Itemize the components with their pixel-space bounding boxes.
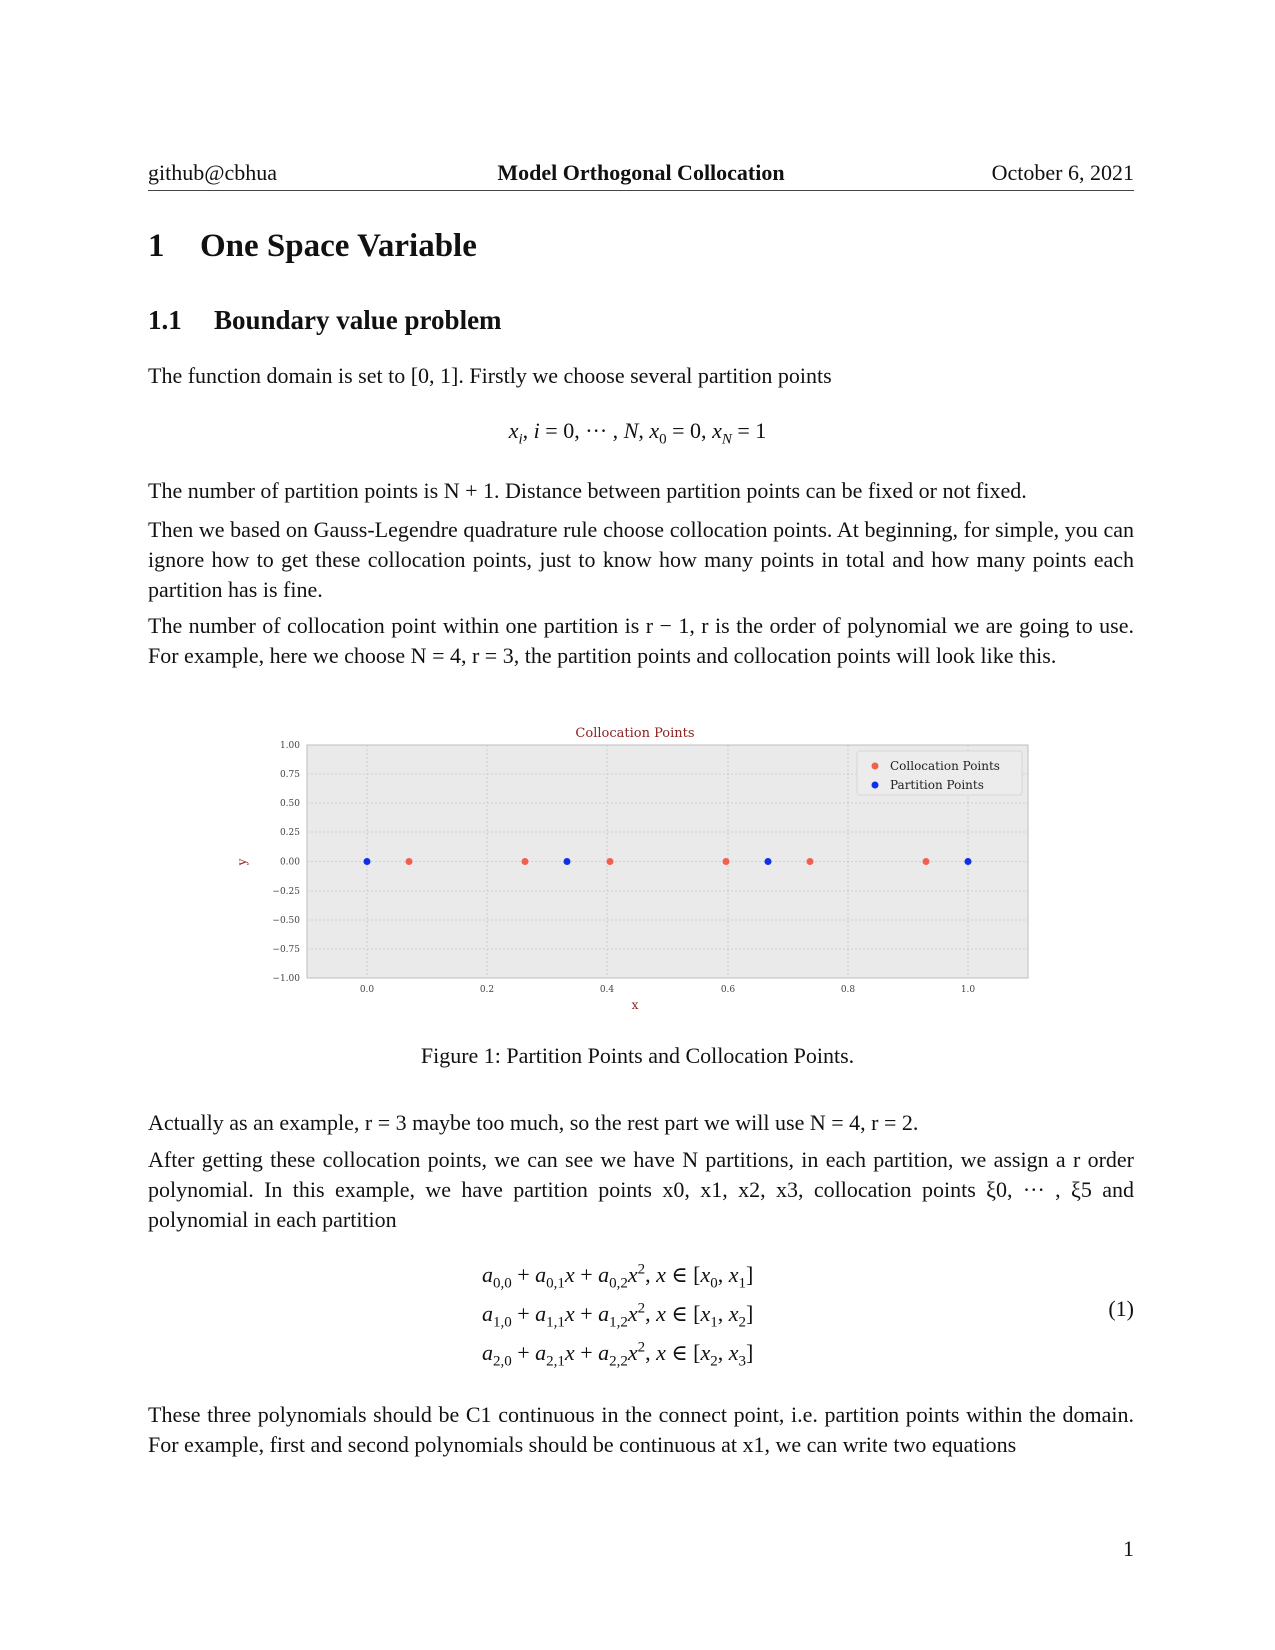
equation-row-2: $a_{1,0} + a_{1,1}x + a_{1,2}x^2$, x ∈ [$x_1$, $x_2$]: [482, 1300, 754, 1331]
page-number: 1: [1123, 1536, 1134, 1561]
svg-text:−0.25: −0.25: [272, 887, 300, 897]
svg-text:0.6: 0.6: [720, 985, 736, 995]
subsection-title: Boundary value problem: [214, 305, 502, 335]
svg-text:0.8: 0.8: [840, 985, 856, 995]
collocation-points-chart: [230, 720, 1050, 1020]
equation-row-1: $a_{0,0} + a_{0,1}x + a_{0,2}x^2$, x ∈ [$x_0$, $x_1$]: [482, 1261, 754, 1292]
header-title: Model Orthogonal Collocation: [497, 160, 785, 185]
svg-text:0.2: 0.2: [479, 985, 495, 995]
svg-text:0.0: 0.0: [359, 985, 375, 995]
legend-collocation-label: Collocation Points: [890, 759, 1000, 773]
header-rule: [148, 190, 1134, 191]
svg-text:0.25: 0.25: [279, 828, 300, 838]
paragraph-3: Then we based on Gauss-Legendre quadrature rule choose collocation points. At beginning, for simple, you can ignore how to get these collocation points, just to know how many points in total and how many points each partition has is fine.: [148, 517, 1134, 602]
chart-legend: [857, 751, 1022, 795]
section-number: 1: [148, 228, 165, 264]
equation-number: (1): [1108, 1296, 1134, 1321]
paragraph-5: Actually as an example, r = 3 maybe too much, so the rest part we will use N = 4, r = 2.: [148, 1110, 919, 1135]
paragraph-4: The number of collocation point within one partition is r − 1, r is the order of polynomial we are going to use. For example, here we choose N = 4, r = 3, the partition points and collocation points will look like this.: [148, 613, 1134, 668]
legend-collocation-marker: [872, 763, 879, 770]
svg-text:0.50: 0.50: [279, 799, 300, 809]
equation-row-3: $a_{2,0} + a_{2,1}x + a_{2,2}x^2$, x ∈ [$x_2$, $x_3$]: [482, 1339, 754, 1370]
y-axis-label: y: [235, 858, 249, 866]
section-heading: [148, 228, 477, 265]
svg-text:−0.50: −0.50: [272, 916, 300, 926]
subsection-heading: [148, 305, 502, 336]
svg-text:1.00: 1.00: [279, 741, 300, 751]
subsection-number: 1.1: [148, 305, 182, 335]
polynomial-equations: [482, 1255, 753, 1372]
partition-equation: $x_i$, i = 0, ··· , N, $x_0 = 0$, $x_N = 1$: [508, 418, 767, 448]
svg-text:0.00: 0.00: [279, 857, 300, 868]
legend-partition-label: Partition Points: [890, 778, 984, 792]
chart-title: Collocation Points: [575, 726, 695, 741]
header-author: github@cbhua: [148, 160, 278, 185]
chart-svg: [230, 720, 1050, 1020]
x-tick-labels: [360, 985, 976, 995]
header-date: October 6, 2021: [991, 160, 1134, 185]
y-tick-labels: [272, 741, 300, 984]
x-axis-label: x: [631, 998, 639, 1012]
paragraph-2: The number of partition points is N + 1. Distance between partition points can be fixed or not fixed.: [148, 478, 1027, 503]
svg-text:1.0: 1.0: [960, 985, 976, 995]
svg-text:0.4: 0.4: [599, 985, 615, 995]
svg-text:−1.00: −1.00: [272, 974, 300, 984]
section-title: One Space Variable: [200, 228, 477, 264]
legend-partition-marker: [872, 782, 879, 789]
running-header: [148, 160, 1134, 188]
paragraph-1: The function domain is set to [0, 1]. Firstly we choose several partition points: [148, 363, 832, 388]
svg-text:−0.75: −0.75: [272, 945, 300, 955]
figure-caption: Figure 1: Partition Points and Collocation Points.: [420, 1043, 855, 1068]
svg-text:0.75: 0.75: [279, 770, 300, 780]
paragraph-7: These three polynomials should be C1 continuous in the connect point, i.e. partition points within the domain. For example, first and second polynomials should be continuous at x1, we can write two equations: [148, 1402, 1134, 1457]
paragraph-6: After getting these collocation points, we can see we have N partitions, in each partition, we assign a r order polynomial. In this example, we have partition points x0, x1, x2, x3, collocation points ξ0, ··· , ξ5 and polynomial in each partition: [148, 1147, 1134, 1232]
